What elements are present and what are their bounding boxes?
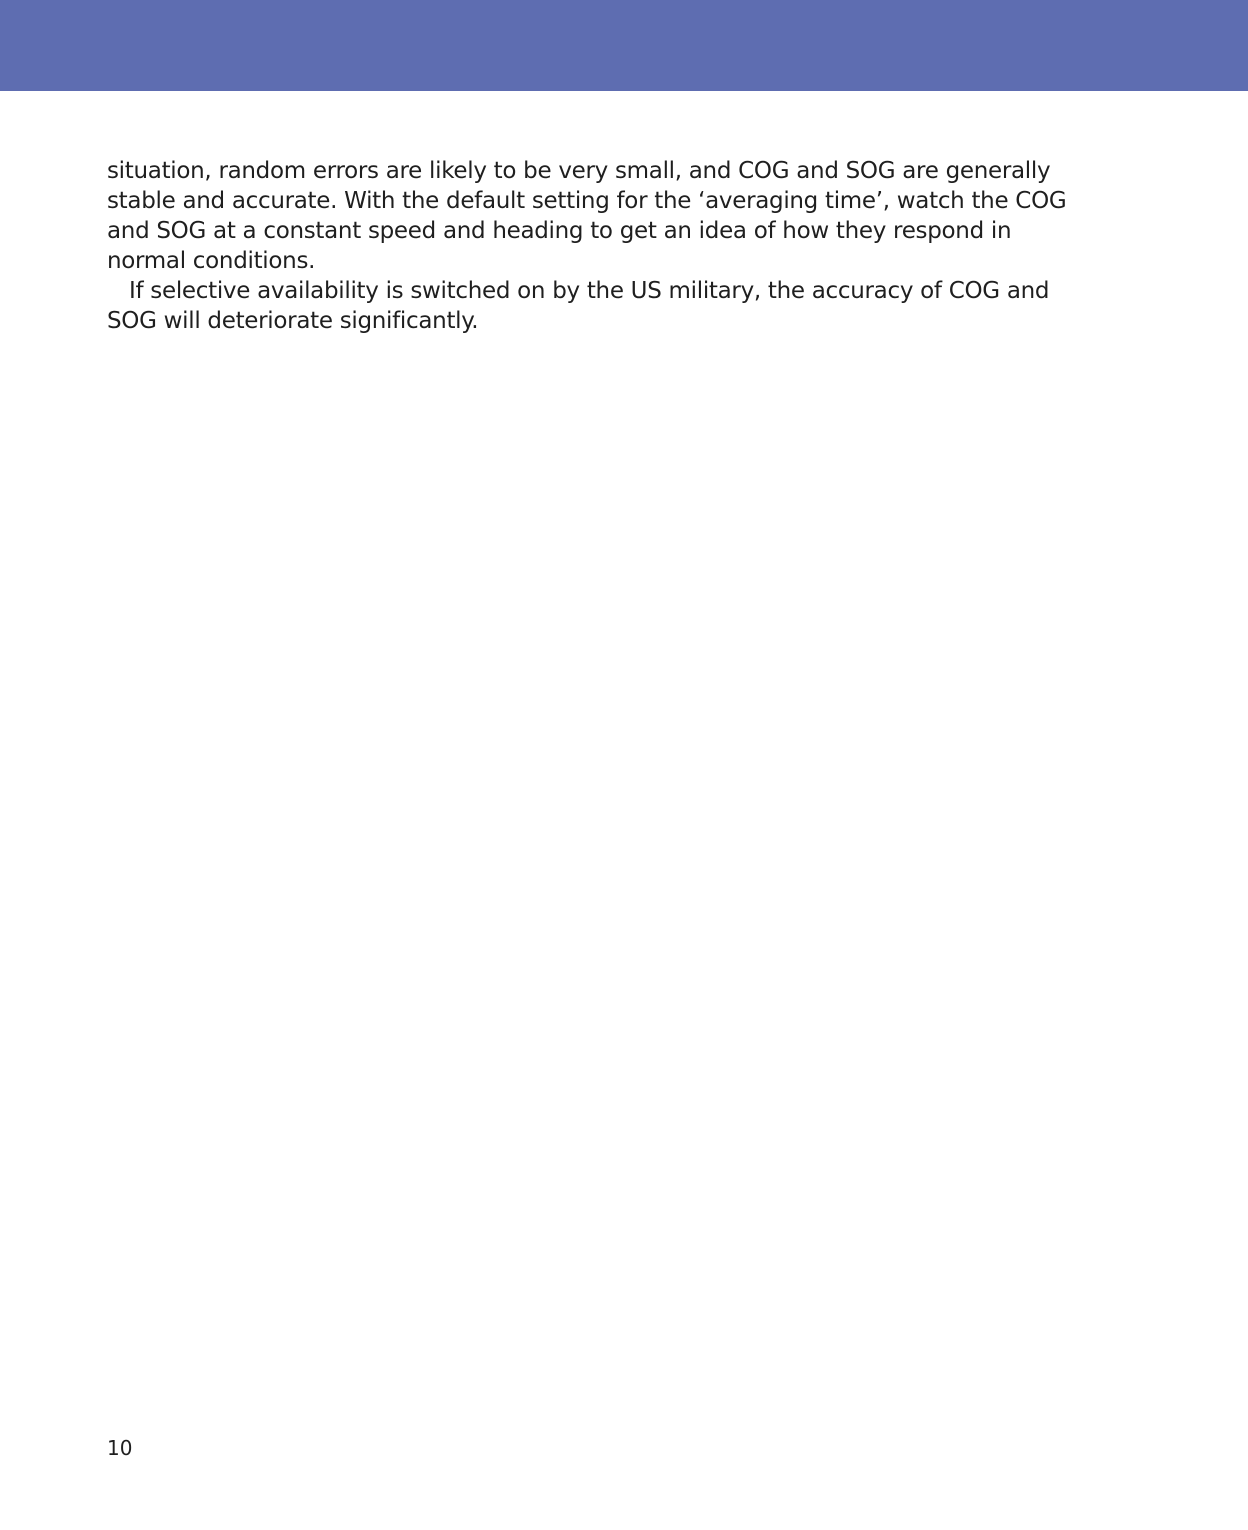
text-line: and SOG at a constant speed and heading to get an idea of how they respond in [107,218,1012,244]
text-line: If selective availability is switched on by the US military, the accuracy of COG and [129,278,1050,304]
header-band [0,0,1248,91]
page-number: 10 [107,1436,133,1460]
text-line: SOG will deteriorate significantly. [107,308,479,334]
paragraph-1 [107,156,1067,276]
paragraph-2 [107,276,1067,336]
text-line: situation, random errors are likely to be very small, and COG and SOG are generally [107,158,1051,184]
text-line: stable and accurate. With the default setting for the ‘averaging time’, watch the COG [107,188,1067,214]
body-text [107,156,1067,336]
text-line: normal conditions. [107,248,316,274]
